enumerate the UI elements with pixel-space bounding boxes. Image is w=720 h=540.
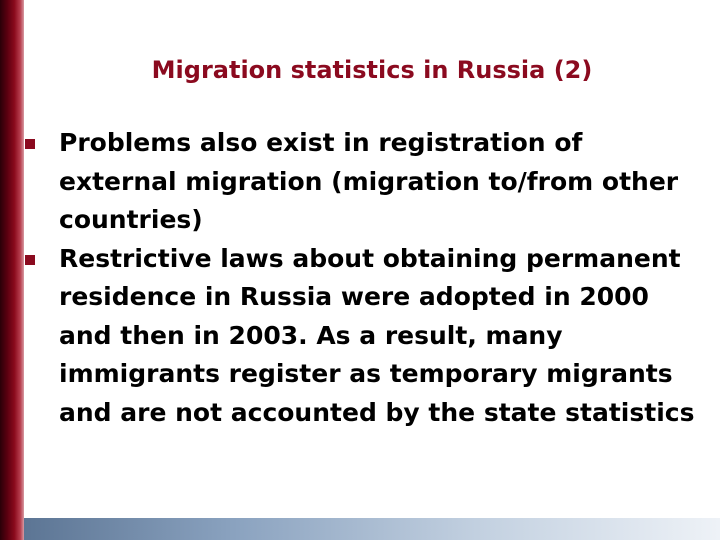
bullet-list — [24, 124, 704, 432]
bullet-text: Problems also exist in registration of external migration (migration to/from other countries) — [59, 128, 679, 234]
left-decorative-bar — [0, 0, 24, 540]
bullet-item — [24, 240, 704, 433]
bottom-decorative-bar — [24, 518, 720, 540]
square-bullet-icon — [25, 255, 35, 265]
bullet-item — [24, 124, 704, 240]
slide-title: Migration statistics in Russia (2) — [151, 56, 593, 84]
bullet-text: Restrictive laws about obtaining permanent residence in Russia were adopted in 2000 and then in 2003. As a result, many immigrants register as temporary migrants and are not accounted by the state statistics — [59, 243, 695, 427]
square-bullet-icon — [25, 139, 35, 149]
